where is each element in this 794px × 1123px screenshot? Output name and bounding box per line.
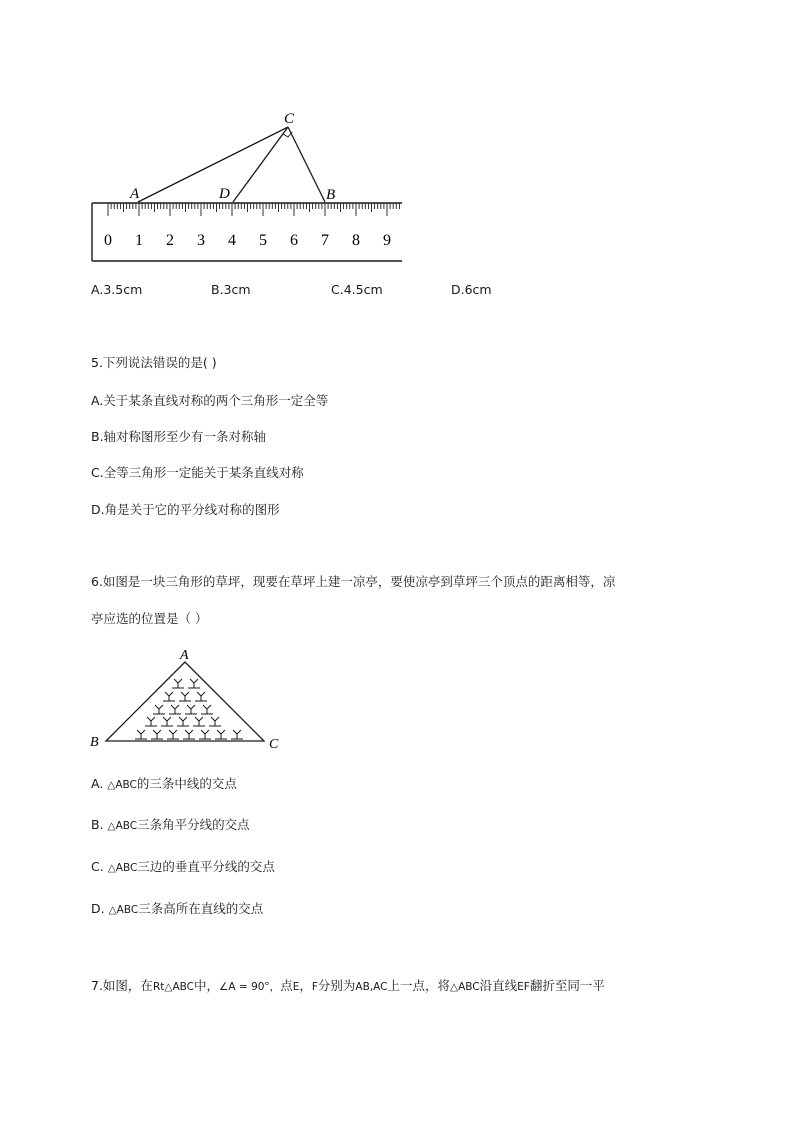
triangle-name: ABC xyxy=(458,981,480,993)
grass-icon xyxy=(199,730,211,739)
q7-line-ef: EF xyxy=(517,981,530,993)
grass-icon xyxy=(183,730,195,739)
ruler-number: 2 xyxy=(166,232,174,249)
triangle-symbol: △ xyxy=(107,862,116,874)
triangle-symbol: △ xyxy=(450,981,459,993)
grass-icon xyxy=(193,717,205,726)
lawn-label-a: A xyxy=(180,648,189,663)
q7-rt: Rt xyxy=(152,981,165,993)
option-key: A. xyxy=(91,282,104,297)
segment-bc xyxy=(288,127,325,202)
triangle-symbol: △ xyxy=(107,779,116,791)
grass-icon xyxy=(167,730,179,739)
q5-option-c: C.全等三角形一定能关于某条直线对称 xyxy=(91,465,304,480)
triangle-symbol: △ xyxy=(107,820,116,832)
grass-icon xyxy=(177,717,189,726)
q4-option-d xyxy=(451,284,492,297)
ruler-number: 3 xyxy=(197,232,205,249)
grass-icon xyxy=(195,692,207,701)
ruler-number: 6 xyxy=(290,232,298,249)
triangle-name: ABC xyxy=(116,904,139,916)
ruler-number: 5 xyxy=(259,232,267,249)
q7-point-e: E xyxy=(292,981,300,993)
option-key: C. xyxy=(331,282,344,297)
q7-text: 沿直线 xyxy=(479,978,518,993)
label-c: C xyxy=(284,111,295,127)
option-prefix: B. xyxy=(91,817,108,832)
option-text: 4.5cm xyxy=(343,282,383,297)
ruler-numbers xyxy=(104,232,391,249)
q7-text: 翻折至同一平 xyxy=(529,978,605,993)
q7-text: 7.如图，在 xyxy=(91,978,153,993)
triangle-symbol: △ xyxy=(108,904,117,916)
q5-option-a: A.关于某条直线对称的两个三角形一定全等 xyxy=(91,393,329,408)
segment-dc xyxy=(233,127,288,202)
q7-text: 中， xyxy=(193,978,219,993)
triangle-symbol: △ xyxy=(164,981,173,993)
grass-icon xyxy=(188,679,200,688)
q6-option-d xyxy=(91,903,263,916)
q5-option-d: D.角是关于它的平分线对称的图形 xyxy=(91,502,280,517)
grass-icon xyxy=(145,717,157,726)
q7-segments: AB,AC xyxy=(355,981,388,993)
grass-icon xyxy=(151,730,163,739)
q6-option-c xyxy=(91,861,275,874)
grass-icon xyxy=(169,705,181,714)
segment-ac xyxy=(138,127,288,202)
lawn-label-b: B xyxy=(90,735,99,750)
ruler-number: 9 xyxy=(383,232,391,249)
lawn-triangle-figure xyxy=(85,640,295,755)
triangle-name: ABC xyxy=(115,820,138,832)
option-text: 6cm xyxy=(464,282,492,297)
grass-marks xyxy=(135,679,243,739)
option-text: 三条高所在直线的交点 xyxy=(138,901,264,916)
grass-icon xyxy=(209,717,221,726)
q4-option-b xyxy=(211,284,251,297)
option-text: 三条角平分线的交点 xyxy=(137,817,250,832)
triangle-name: ABC xyxy=(115,779,137,791)
q4-option-a xyxy=(91,284,142,297)
q4-option-c xyxy=(331,284,383,297)
grass-icon xyxy=(153,705,165,714)
grass-icon xyxy=(179,692,191,701)
triangle-name: ABC xyxy=(172,981,194,993)
label-d: D xyxy=(219,186,230,202)
grass-icon xyxy=(163,692,175,701)
option-key: D. xyxy=(451,282,465,297)
ruler-triangle-figure xyxy=(80,100,420,270)
grass-icon xyxy=(215,730,227,739)
q6-option-a xyxy=(91,778,237,791)
grass-icon xyxy=(135,730,147,739)
option-text: 3.5cm xyxy=(103,282,143,297)
q7-text: ， xyxy=(299,978,312,993)
grass-icon xyxy=(161,717,173,726)
ruler-number: 0 xyxy=(104,232,112,249)
ruler-number: 1 xyxy=(135,232,143,249)
option-prefix: C. xyxy=(91,859,108,874)
q7-text: 分别为 xyxy=(317,978,356,993)
q7-stem xyxy=(91,980,605,993)
grass-icon xyxy=(172,679,184,688)
q7-text: 点 xyxy=(280,978,293,993)
ruler-number: 7 xyxy=(321,232,329,249)
grass-icon xyxy=(201,705,213,714)
grass-icon xyxy=(231,730,243,739)
q5-option-b: B.轴对称图形至少有一条对称轴 xyxy=(91,429,267,444)
triangle-name: ABC xyxy=(115,862,138,874)
option-prefix: A. xyxy=(91,776,108,791)
q7-point-f: F xyxy=(311,981,318,993)
q7-angle: ∠A = 90°， xyxy=(219,981,281,993)
label-b: B xyxy=(326,187,336,203)
grass-icon xyxy=(185,705,197,714)
option-text: 的三条中线的交点 xyxy=(136,776,237,791)
ruler-number: 4 xyxy=(228,232,236,249)
label-a: A xyxy=(130,186,140,202)
q6-stem-line1: 6.如图是一块三角形的草坪，现要在草坪上建一凉亭，要使凉亭到草坪三个顶点的距离相等，凉 xyxy=(91,574,616,589)
q7-text: 上一点，将 xyxy=(387,978,450,993)
option-prefix: D. xyxy=(91,901,109,916)
option-key: B. xyxy=(211,282,224,297)
ruler-number: 8 xyxy=(352,232,360,249)
q6-option-b xyxy=(91,819,250,832)
ruler-ticks xyxy=(108,203,399,216)
q6-stem-line2: 亭应选的位置是（ ） xyxy=(91,611,208,626)
option-text: 三边的垂直平分线的交点 xyxy=(137,859,275,874)
lawn-label-c: C xyxy=(269,737,279,752)
q5-stem: 5.下列说法错误的是( ) xyxy=(91,355,217,370)
option-text: 3cm xyxy=(223,282,251,297)
